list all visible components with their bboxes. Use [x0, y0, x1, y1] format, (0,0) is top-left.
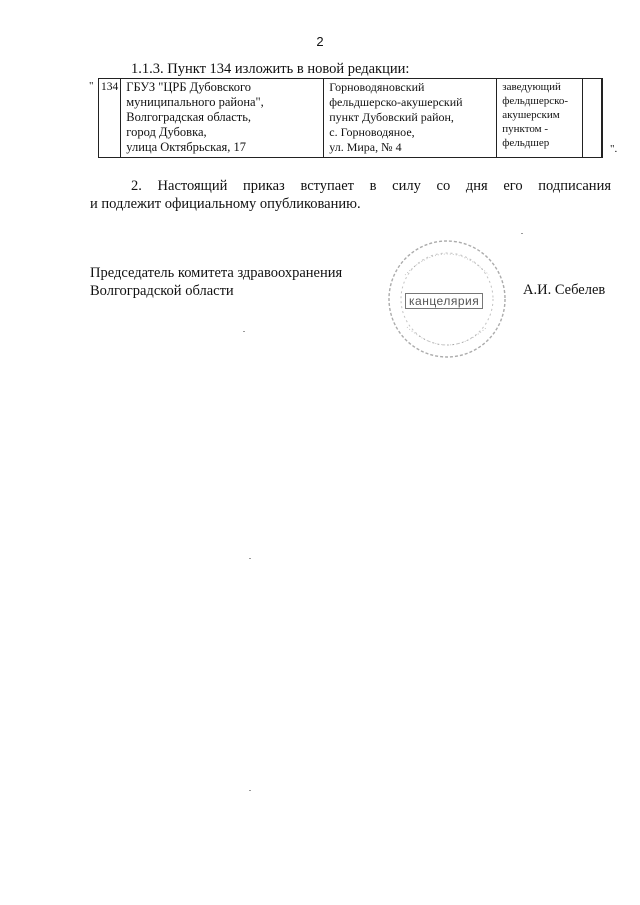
signatory-title — [90, 264, 342, 300]
fap-line: ул. Мира, № 4 — [329, 140, 402, 154]
clause-heading: 1.1.3. Пункт 134 изложить в новой редакции: — [131, 61, 410, 77]
institution-line: Волгоградская область, — [126, 110, 252, 124]
position-cell — [497, 79, 583, 158]
closing-quote: ". — [610, 143, 618, 155]
stamp-label: канцелярия — [405, 293, 483, 309]
signatory-name: А.И. Себелев — [523, 282, 606, 298]
fap-line: с. Горноводяное, — [329, 125, 415, 139]
scan-speck — [521, 233, 523, 234]
scan-speck — [249, 558, 251, 559]
paragraph-2 — [90, 177, 611, 213]
paragraph-2-line-2: и подлежит официальному опубликованию. — [90, 196, 361, 212]
institution-cell — [121, 79, 324, 158]
paragraph-2-line-1: 2. Настоящий приказ вступает в силу со дня его подписания — [131, 178, 611, 194]
institution-line: ГБУЗ "ЦРБ Дубовского — [126, 80, 252, 94]
table-row — [99, 79, 603, 158]
fap-cell — [324, 79, 497, 158]
position-line: пунктом - — [502, 123, 549, 135]
amendment-table — [98, 78, 603, 158]
signatory-title-line-2: Волгоградской области — [90, 283, 234, 299]
scan-speck — [243, 331, 245, 332]
institution-line: улица Октябрьская, 17 — [126, 140, 247, 154]
item-number-cell: 134 — [99, 79, 121, 158]
position-line: фельдшерско- — [502, 95, 569, 107]
institution-line: муниципального района", — [126, 95, 264, 109]
empty-cell — [583, 79, 603, 158]
position-line: заведующий — [502, 81, 561, 93]
institution-line: город Дубовка, — [126, 125, 207, 139]
opening-quote: " — [89, 80, 94, 92]
fap-line: пункт Дубовский район, — [329, 110, 454, 124]
fap-line: Горноводяновский — [329, 80, 425, 94]
page-number: 2 — [316, 34, 324, 49]
position-line: фельдшер — [502, 137, 550, 149]
position-line: акушерским — [502, 109, 560, 121]
fap-line: фельдшерско-акушерский — [329, 95, 463, 109]
signatory-title-line-1: Председатель комитета здравоохранения — [90, 265, 343, 281]
scan-speck — [249, 790, 251, 791]
